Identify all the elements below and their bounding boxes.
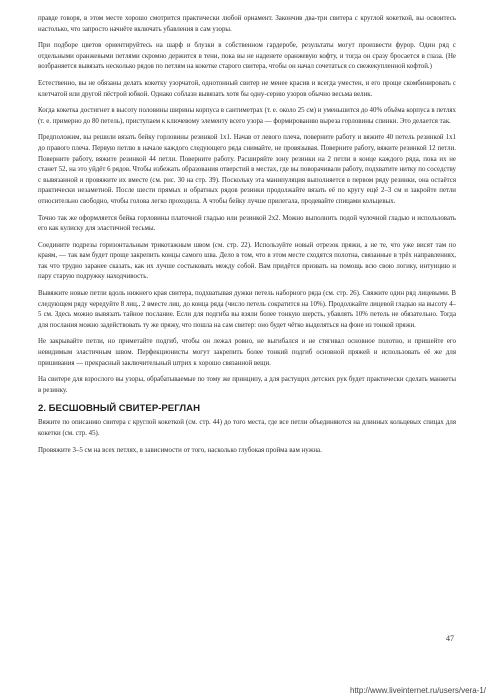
paragraph-10: На свитере для взрослого вы узоры, обрабатываемые по тому же принципу, а для растущих детских рук будет практически сделать манжеты в резинку. xyxy=(38,376,456,394)
paragraph-8: Вывяжите новые петли вдоль нижнего края свитера, подхватывая дужки петель наборного ряда (см. стр. 26). Свяжите один ряд лицевыми. В следующем ряду чередуйте 8 лиц., 2 вместе лиц. до конца ряда (число петель сократится на 10%). Продолжайте лицевой гладью на высоту 4–5 см. Здесь можно вывязать тайное послание. Если для подгиба вы взяли более тонкую шерсть, убавлять 10% петель не обязательно. Тогда для послания можно задействовать ту же пряжу, что пошла на сам свитер: оно будет чётко выделяться на фоне из тонкой пряжи. xyxy=(38,290,456,329)
page-number: 47 xyxy=(446,634,454,643)
document-page xyxy=(38,14,456,462)
paragraph-2: При подборе цветов ориентируйтесь на шарф и блузки в собственном гардеробе, результаты могут произвести фурор. Один ряд с отдельными оранжевыми петлями скромно держится в тени, пока вы не наденете оранжевую кофту, и тогда он сразу бросается в глаза. (Не возбраняется вывязать несколько рядов по петлям на кокетке старого свитера, чтобы он начал сочетаться со свежекупленной кофтой.) xyxy=(38,42,456,71)
paragraph-4: Когда кокетка достигнет в высоту половины ширины корпуса в сантиметрах (т. е. около 25 см) и уменьшится до 40% объёма корпуса в петлях (т. е. примерно до 80 петель), приступаем к ключевому элементу всего узора — формированию выреза горловины спинки. Это делается так. xyxy=(38,107,456,125)
section-heading: 2. БЕСШОВНЫЙ СВИТЕР-РЕГЛАН xyxy=(38,403,200,415)
paragraph-5: Предположим, вы решили вязать бейку горловины резинкой 1х1. Начав от левого плеча, поверните работу и вяжите 40 петель резинкой 1х1 до правого плеча. Первую петлю в начале каждого следующего ряда снимайте, не провязывая. Поверните работу, вяжите резинкой 12 петли. Поверните работу, вяжите резинкой 44 петли. Поверните работу. Расширяйте зону резинки на 2 петли в конце каждого ряда, пока их не станет 52, на это уйдёт 6 рядов. Чтобы избежать образования отверстий в местах, где вы поворачивали работу, подхватите нитку по соседству с вывязанной и провяжите их вместе (см. рис. 30 на стр. 39). Поскольку эта манипуляция выполняется в первом ряду резинки, она остаётся практически незаметной. После шести прямых и обратных рядов резинки продолжайте вязать её по кругу ещё 2–3 см и закройте петли относительно свободно, чтобы голова легко проходила. А чтобы бейку лучше прилегала, продевайте спицами кольцевых. xyxy=(38,134,456,205)
paragraph-7: Соедините подрезы горизонтальным трикотажным швом (см. стр. 22). Используйте новый отрезок пряжи, а не те, что уже висят там по краям, — так вам будет проще закрепить концы самого шва. Дело в том, что в этом месте сходятся полотна, связанные в трёх направлениях, так что трудно заранее сказать, как их лучше состыковать между собой. Вам придётся призвать на помощь всю свою логику, интуицию и пару старую подружку находчивость. xyxy=(38,241,456,281)
source-url[interactable]: http://www.liveinternet.ru/users/vera-1/ xyxy=(349,686,486,695)
paragraph-11: Вяжите по описанию свитера с круглой кокеткой (см. стр. 44) до того места, где все петли объединяются на длинных кольцевых спицах для кокетки (см. стр. 45). xyxy=(38,419,456,437)
paragraph-12: Провяжите 3–5 см на всех петлях, в зависимости от того, насколько глубокая пройма вам нужна. xyxy=(38,446,322,454)
paragraph-1: правде говоря, в этом месте хорошо смотрится практически любой орнамент. Закончив два-три свитера с круглой кокеткой, вы освоитесь настолько, что запросто начнёте включать убавления в сам узоры. xyxy=(38,15,456,33)
paragraph-3: Естественно, вы не обязаны делать кокетку узорчатой, однотонный свитер не менее красив и всегда уместен, и его проще скомбинировать с клетчатой или другой пёстрой юбкой. Однако соблазн вывязать хотя бы одну-серию узоров обычно весьма велик. xyxy=(38,79,456,98)
paragraph-6: Точно так же оформляется бейка горловины платочной гладью или резинкой 2х2. Можно выполнить подой чулочной гладью и использовать его как кулиску для эластичной тесьмы. xyxy=(38,214,456,233)
paragraph-9: Не закрывайте петли, но приметайте подгиб, чтобы он лежал ровно, не выгибался и не стягивал основное полотно, и пришейте его невидимым эластичным швом. Перфекционисты могут закрепить более тонкий подгиб основной пряжей и использовать её же для пришивания — прекрасный заключительный штрих к хорошо связанной вещи. xyxy=(38,338,456,367)
